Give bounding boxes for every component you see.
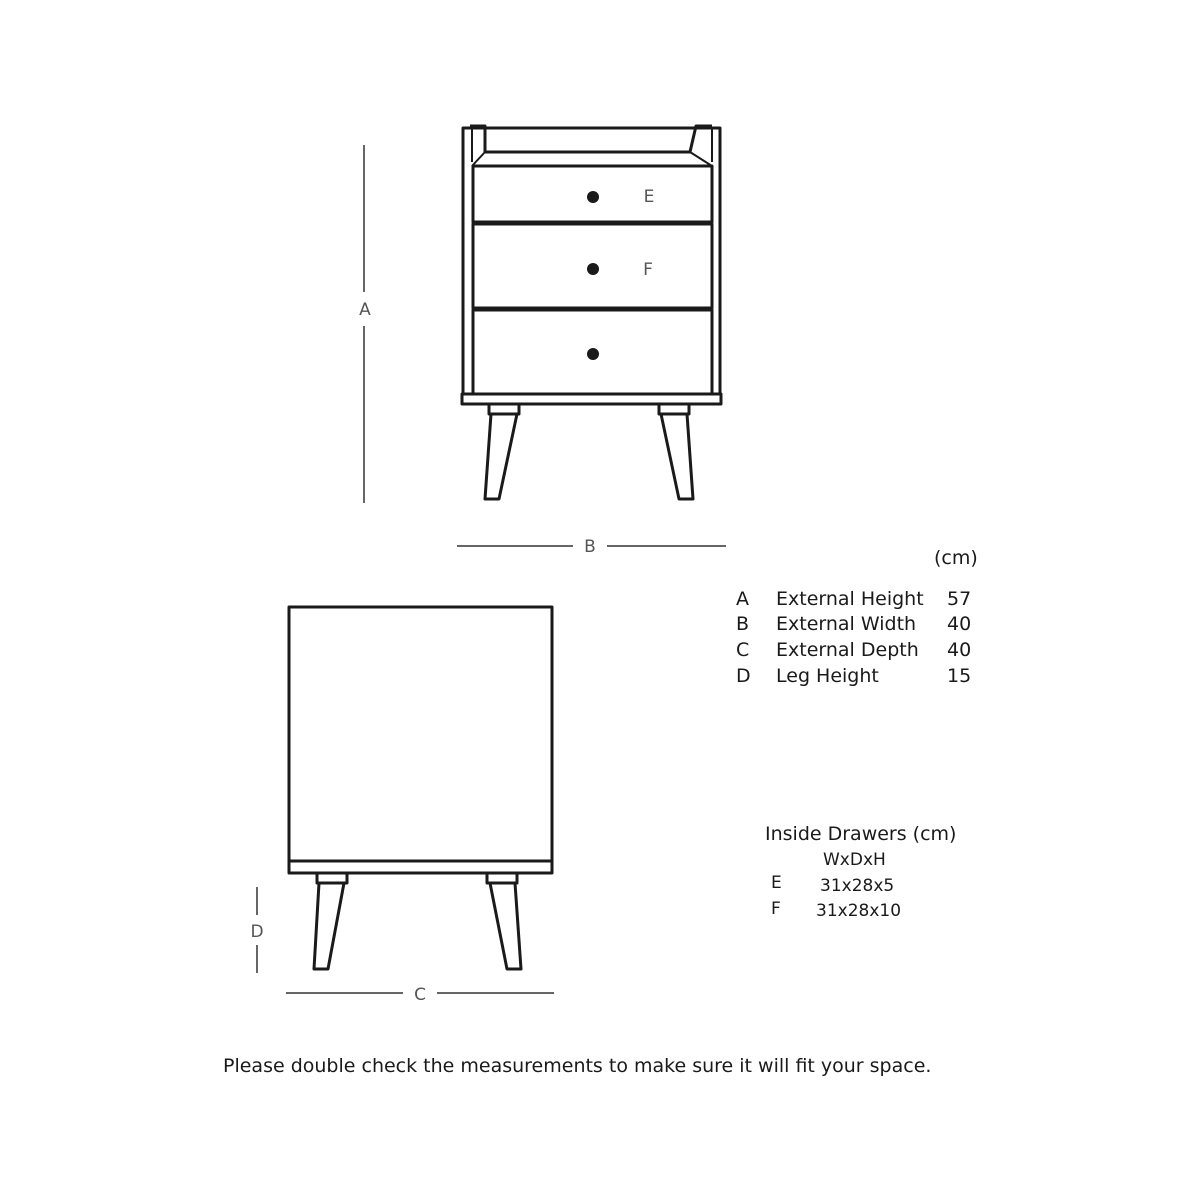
inside-drawer-key: E: [771, 873, 782, 893]
dimension-value: 15: [947, 665, 972, 687]
side-view-cabinet: [289, 607, 552, 969]
dimension-key: D: [736, 665, 751, 687]
inside-drawer-value: 31x28x10: [816, 901, 902, 921]
dimension-value: 57: [947, 588, 972, 610]
inside-drawers-title: Inside Drawers (cm): [765, 823, 957, 845]
label-f: F: [643, 260, 653, 280]
dimension-key: B: [736, 613, 750, 635]
dimension-name: External Depth: [776, 639, 919, 661]
label-b: B: [584, 537, 596, 557]
side-base-plinth: [289, 861, 552, 873]
side-right-leg: [490, 883, 521, 969]
footer-note: Please double check the measurements to make sure it will fit your space.: [223, 1055, 932, 1077]
knob-bottom: [587, 348, 599, 360]
dimension-name: External Height: [776, 588, 924, 610]
inside-drawer-value: 31x28x5: [820, 876, 895, 896]
dimension-name: Leg Height: [776, 665, 879, 687]
label-d: D: [250, 922, 264, 942]
knob-e: [587, 191, 599, 203]
label-a: A: [359, 300, 371, 320]
dimension-name: External Width: [776, 613, 917, 635]
label-e: E: [643, 187, 655, 207]
dimension-key: A: [736, 588, 749, 610]
side-left-leg: [314, 883, 344, 969]
side-cabinet-body: [289, 607, 552, 861]
front-right-leg: [661, 414, 693, 499]
label-c: C: [414, 985, 426, 1005]
inside-drawers-header: WxDxH: [823, 850, 886, 870]
front-view-cabinet: [462, 126, 721, 499]
top-gallery-rail: [470, 126, 712, 152]
front-left-leg: [485, 414, 517, 499]
unit-label: (cm): [934, 547, 978, 569]
dimension-value: 40: [947, 613, 972, 635]
inside-drawer-key: F: [771, 899, 781, 919]
dimension-value: 40: [947, 639, 972, 661]
knob-f: [587, 263, 599, 275]
dimension-key: C: [736, 639, 750, 661]
